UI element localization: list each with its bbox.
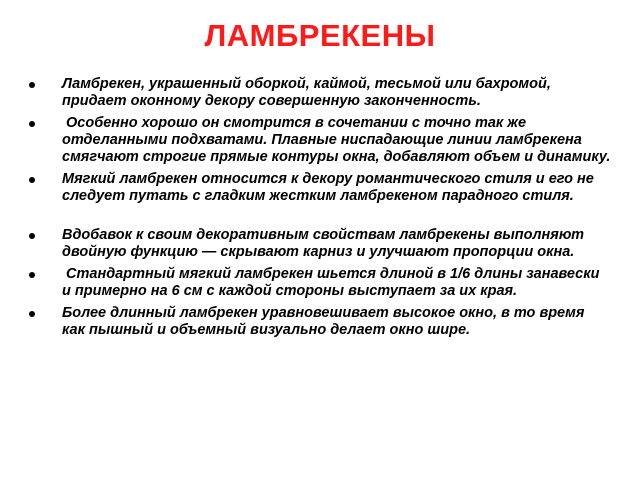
list-item bbox=[26, 266, 611, 300]
bullet-icon bbox=[29, 177, 35, 183]
list-item bbox=[26, 76, 611, 110]
list-item bbox=[26, 305, 611, 339]
bullet-icon bbox=[29, 311, 35, 317]
bullet-text: Ламбрекен, украшенный оборкой, каймой, тесьмой или бахромой, придает оконному декору совершенную законченность. bbox=[62, 76, 555, 109]
list-item bbox=[26, 227, 611, 261]
bullet-list bbox=[26, 76, 611, 344]
list-item bbox=[26, 115, 611, 166]
slide-title: ЛАМБРЕКЕНЫ bbox=[204, 18, 436, 53]
bullet-icon bbox=[29, 272, 35, 278]
bullet-icon bbox=[29, 233, 35, 239]
bullet-text: Стандартный мягкий ламбрекен шьется длиной в 1/6 длины занавески и примерно на 6 см с каждой стороны выступает за их края. bbox=[62, 266, 604, 299]
bullet-text: Особенно хорошо он смотрится в сочетании с точно так же отделанными подхватами. Плавные ниспадающие линии ламбрекена смягчают строгие прямые контуры окна, добавляют объем и динамику. bbox=[62, 115, 611, 165]
bullet-text: Мягкий ламбрекен относится к декору романтического стиля и его не следует путать с гладким жестким ламбрекеном парадного стиля. bbox=[62, 171, 598, 204]
bullet-text: Вдобавок к своим декоративным свойствам ламбрекены выполняют двойную функцию — скрывают карниз и улучшают пропорции окна. bbox=[62, 227, 589, 260]
list-item bbox=[26, 171, 611, 205]
bullet-icon bbox=[29, 121, 35, 127]
bullet-text: Более длинный ламбрекен уравновешивает высокое окно, в то время как пышный и объемный визуально делает окно шире. bbox=[62, 305, 589, 338]
bullet-icon bbox=[29, 82, 35, 88]
